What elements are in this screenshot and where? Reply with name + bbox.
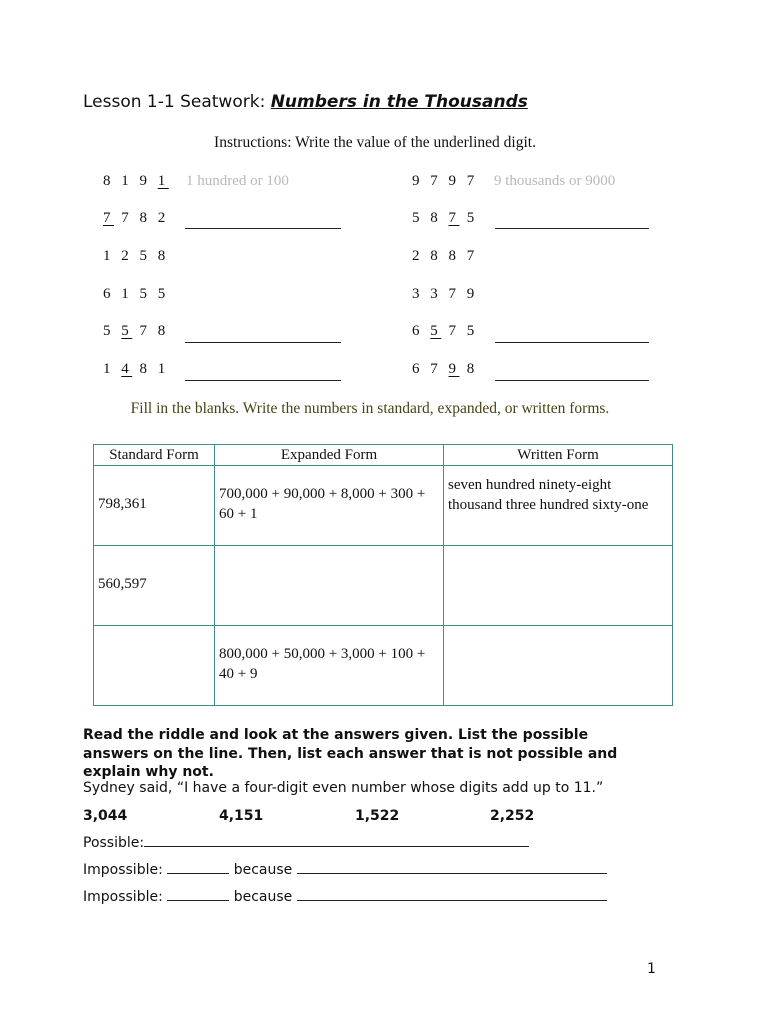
example-answer: 9 thousands or 9000 xyxy=(494,173,616,189)
standard-form-cell[interactable]: 560,597 xyxy=(94,546,215,626)
number-item: 9 7 9 7 xyxy=(412,173,478,189)
table-row xyxy=(94,546,673,626)
number-item: 3 3 7 9 xyxy=(412,286,478,302)
number-item: 5 8 7 5 xyxy=(412,210,478,226)
expanded-form-cell[interactable] xyxy=(215,546,444,626)
number-item: 5 5 7 8 xyxy=(103,323,169,339)
expanded-form-cell[interactable]: 700,000 + 90,000 + 8,000 + 300 + 60 + 1 xyxy=(215,466,444,546)
riddle-instructions: Read the riddle and look at the answers given. List the possible answers on the line. Then, list each answer that is not possible and explain why not. xyxy=(83,727,618,780)
number-item: 1 4 8 1 xyxy=(103,361,169,377)
answer-blank[interactable] xyxy=(495,380,649,381)
example-answer: 1 hundred or 100 xyxy=(186,173,289,189)
answer-blank[interactable] xyxy=(185,380,341,381)
number-item: 7 7 8 2 xyxy=(103,210,169,226)
reason-blank[interactable] xyxy=(297,900,607,901)
fill-blanks-instructions: Fill in the blanks. Write the numbers in standard, expanded, or written forms. xyxy=(130,400,610,417)
lesson-label: Lesson 1-1 Seatwork: xyxy=(83,92,271,112)
written-form-cell[interactable]: seven hundred ninety-eight thousand three hundred sixty-one xyxy=(444,466,673,546)
written-form-cell[interactable] xyxy=(444,546,673,626)
possible-answer-blank[interactable] xyxy=(144,846,529,847)
answer-blank[interactable] xyxy=(185,228,341,229)
written-form-cell[interactable] xyxy=(444,626,673,706)
column-header: Written Form xyxy=(444,445,673,466)
riddle-text: Sydney said, “I have a four-digit even number whose digits add up to 11.” xyxy=(83,780,604,796)
number-forms-table xyxy=(93,444,673,706)
because-label: because xyxy=(229,862,297,878)
table-header-row xyxy=(94,445,673,466)
answer-choice: 4,151 xyxy=(219,808,264,824)
impossible-label: Impossible: xyxy=(83,889,168,905)
standard-form-cell[interactable]: 798,361 xyxy=(94,466,215,546)
impossible-line xyxy=(83,862,607,878)
because-label: because xyxy=(229,889,297,905)
reason-blank[interactable] xyxy=(297,873,607,874)
number-item: 8 1 9 1 xyxy=(103,173,169,189)
possible-label: Possible: xyxy=(83,835,145,851)
underlined-digit-instructions: Instructions: Write the value of the underlined digit. xyxy=(214,134,536,151)
lesson-topic: Numbers in the Thousands xyxy=(270,92,528,112)
number-item: 2 8 8 7 xyxy=(412,248,478,264)
impossible-label: Impossible: xyxy=(83,862,168,878)
lesson-title xyxy=(83,92,528,112)
answer-choice: 2,252 xyxy=(490,808,535,824)
expanded-form-cell[interactable]: 800,000 + 50,000 + 3,000 + 100 + 40 + 9 xyxy=(215,626,444,706)
number-item: 6 7 9 8 xyxy=(412,361,478,377)
answer-blank[interactable] xyxy=(185,342,341,343)
impossible-number-blank[interactable] xyxy=(167,873,229,874)
answer-blank[interactable] xyxy=(495,342,649,343)
possible-line xyxy=(83,835,529,851)
number-item: 1 2 5 8 xyxy=(103,248,169,264)
page-number: 1 xyxy=(647,961,656,977)
table-row xyxy=(94,626,673,706)
answer-choice: 1,522 xyxy=(355,808,400,824)
impossible-line xyxy=(83,889,607,905)
column-header: Expanded Form xyxy=(215,445,444,466)
answer-blank[interactable] xyxy=(495,228,649,229)
impossible-number-blank[interactable] xyxy=(167,900,229,901)
table-row xyxy=(94,466,673,546)
standard-form-cell[interactable] xyxy=(94,626,215,706)
number-item: 6 1 5 5 xyxy=(103,286,169,302)
column-header: Standard Form xyxy=(94,445,215,466)
number-item: 6 5 7 5 xyxy=(412,323,478,339)
answer-choice: 3,044 xyxy=(83,808,128,824)
